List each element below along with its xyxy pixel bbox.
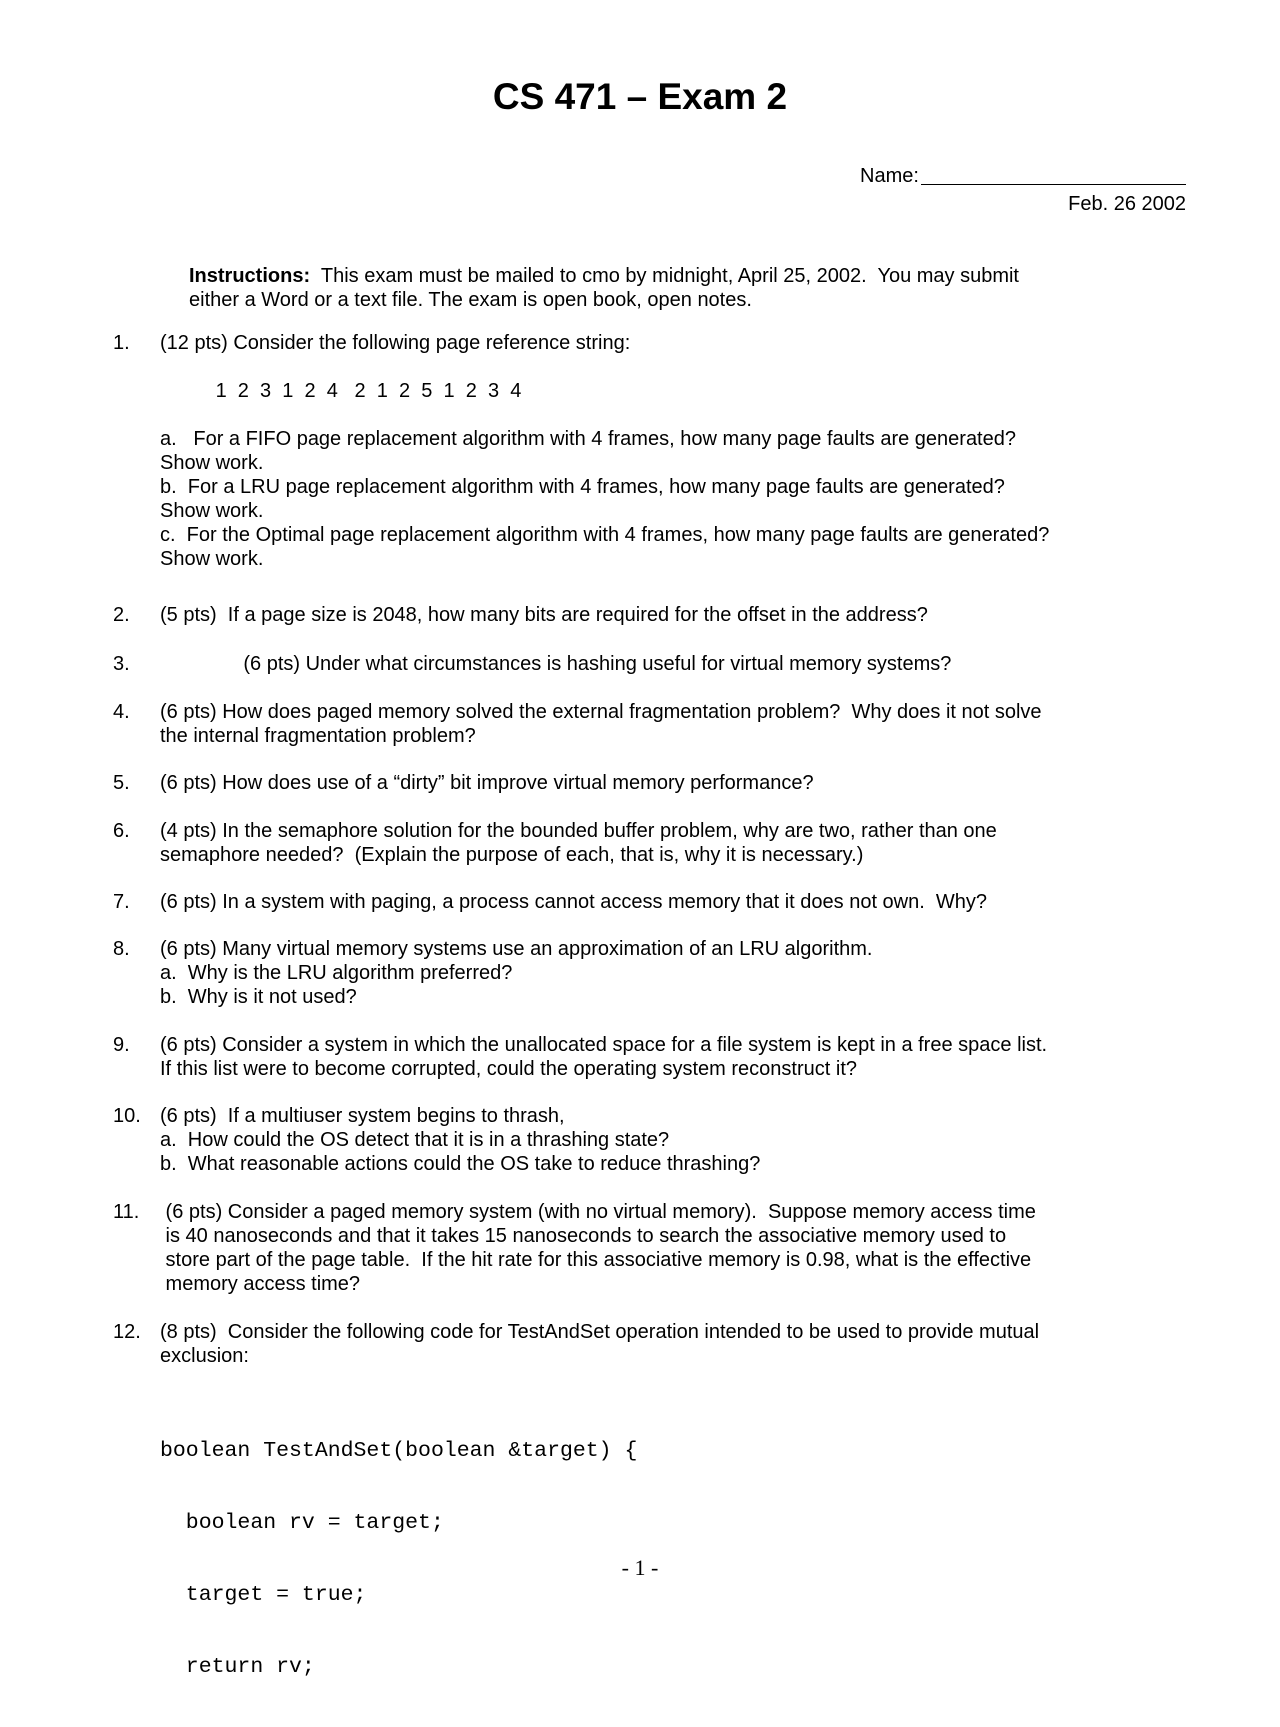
question-line: (6 pts) Consider a paged memory system (with no virtual memory). Suppose memory access time xyxy=(160,1201,1036,1223)
question-number: 4. xyxy=(113,701,130,723)
code-line: return rv; xyxy=(160,1655,315,1679)
question-line: is 40 nanoseconds and that it takes 15 nanoseconds to search the associative memory used to xyxy=(160,1225,1007,1247)
question-number: 7. xyxy=(113,891,130,913)
question-line: store part of the page table. If the hit rate for this associative memory is 0.98, what is the effective xyxy=(160,1249,1032,1271)
question-line: (6 pts) How does use of a “dirty” bit improve virtual memory performance? xyxy=(160,772,814,794)
exam-title: CS 471 – Exam 2 xyxy=(492,76,788,117)
question-line xyxy=(160,403,1110,427)
question-line: (4 pts) In the semaphore solution for the bounded buffer problem, why are two, rather than one xyxy=(160,820,997,842)
question-number: 8. xyxy=(113,938,130,960)
question-line: a. How could the OS detect that it is in a thrashing state? xyxy=(160,1129,670,1151)
question-line xyxy=(160,355,1110,379)
question-text xyxy=(160,1320,1110,1368)
question-line: Show work. xyxy=(160,452,264,474)
question-number: 12. xyxy=(113,1321,141,1343)
question-line: (12 pts) Consider the following page reference string: xyxy=(160,332,631,354)
instructions-label: Instructions: xyxy=(189,265,311,287)
question-line: Show work. xyxy=(160,500,264,522)
question-line: exclusion: xyxy=(160,1345,249,1367)
question-line: b. For a LRU page replacement algorithm with 4 frames, how many page faults are generated? xyxy=(160,476,1005,498)
question-line: b. What reasonable actions could the OS take to reduce thrashing? xyxy=(160,1153,761,1175)
instructions-text-1: This exam must be mailed to cmo by midnight, April 25, 2002. You may submit xyxy=(310,265,1019,287)
question-line: semaphore needed? (Explain the purpose of each, that is, why it is necessary.) xyxy=(160,844,864,866)
question-number: 5. xyxy=(113,772,130,794)
question-line: 1 2 3 1 2 4 2 1 2 5 1 2 3 4 xyxy=(160,380,522,402)
question-line: a. Why is the LRU algorithm preferred? xyxy=(160,962,513,984)
question-line: c. For the Optimal page replacement algorithm with 4 frames, how many page faults are generated? xyxy=(160,524,1050,546)
question-text xyxy=(160,603,1110,627)
page-number: - 1 - xyxy=(621,1555,659,1580)
question-line: (6 pts) How does paged memory solved the external fragmentation problem? Why does it not solve xyxy=(160,701,1042,723)
question-text xyxy=(160,331,1110,571)
question-text xyxy=(160,1104,1110,1176)
question-text xyxy=(160,652,1110,676)
question-line: (6 pts) In a system with paging, a process cannot access memory that it does not own. Why? xyxy=(160,891,988,913)
question-number: 11. xyxy=(113,1201,140,1223)
question-text xyxy=(160,937,1110,1009)
question-text xyxy=(160,700,1110,748)
question-text xyxy=(160,890,1110,914)
name-label: Name: xyxy=(860,165,919,187)
question-line: (6 pts) Consider a system in which the unallocated space for a file system is kept in a free space list. xyxy=(160,1034,1048,1056)
code-line: target = true; xyxy=(160,1583,367,1607)
question-number: 2. xyxy=(113,604,130,626)
code-line: boolean TestAndSet(boolean &target) { xyxy=(160,1439,638,1463)
question-line: (6 pts) Under what circumstances is hashing useful for virtual memory systems? xyxy=(160,653,952,675)
question-text xyxy=(160,1033,1110,1081)
question-line: b. Why is it not used? xyxy=(160,986,357,1008)
exam-date: Feb. 26 2002 xyxy=(1068,193,1186,215)
question-text xyxy=(160,1200,1110,1296)
instructions-text-2: either a Word or a text file. The exam is open book, open notes. xyxy=(189,289,752,311)
question-line: If this list were to become corrupted, could the operating system reconstruct it? xyxy=(160,1058,857,1080)
question-line: Show work. xyxy=(160,548,264,570)
name-blank-line xyxy=(921,164,1186,185)
question-line: (6 pts) Many virtual memory systems use an approximation of an LRU algorithm. xyxy=(160,938,873,960)
question-line: memory access time? xyxy=(160,1273,361,1295)
code-line: boolean rv = target; xyxy=(160,1511,444,1535)
question-line: (6 pts) If a multiuser system begins to thrash, xyxy=(160,1105,565,1127)
question-number: 10. xyxy=(113,1105,141,1127)
instructions xyxy=(189,264,1089,312)
question-text xyxy=(160,771,1110,795)
question-line: a. For a FIFO page replacement algorithm with 4 frames, how many page faults are generated? xyxy=(160,428,1016,450)
question-line: the internal fragmentation problem? xyxy=(160,725,476,747)
question-number: 9. xyxy=(113,1034,130,1056)
question-number: 3. xyxy=(113,653,130,675)
name-field xyxy=(860,164,1186,188)
question-number: 1. xyxy=(113,332,130,354)
question-line: (8 pts) Consider the following code for TestAndSet operation intended to be used to provide mutual xyxy=(160,1321,1040,1343)
question-text xyxy=(160,819,1110,867)
question-number: 6. xyxy=(113,820,130,842)
question-line: (5 pts) If a page size is 2048, how many bits are required for the offset in the address? xyxy=(160,604,928,626)
